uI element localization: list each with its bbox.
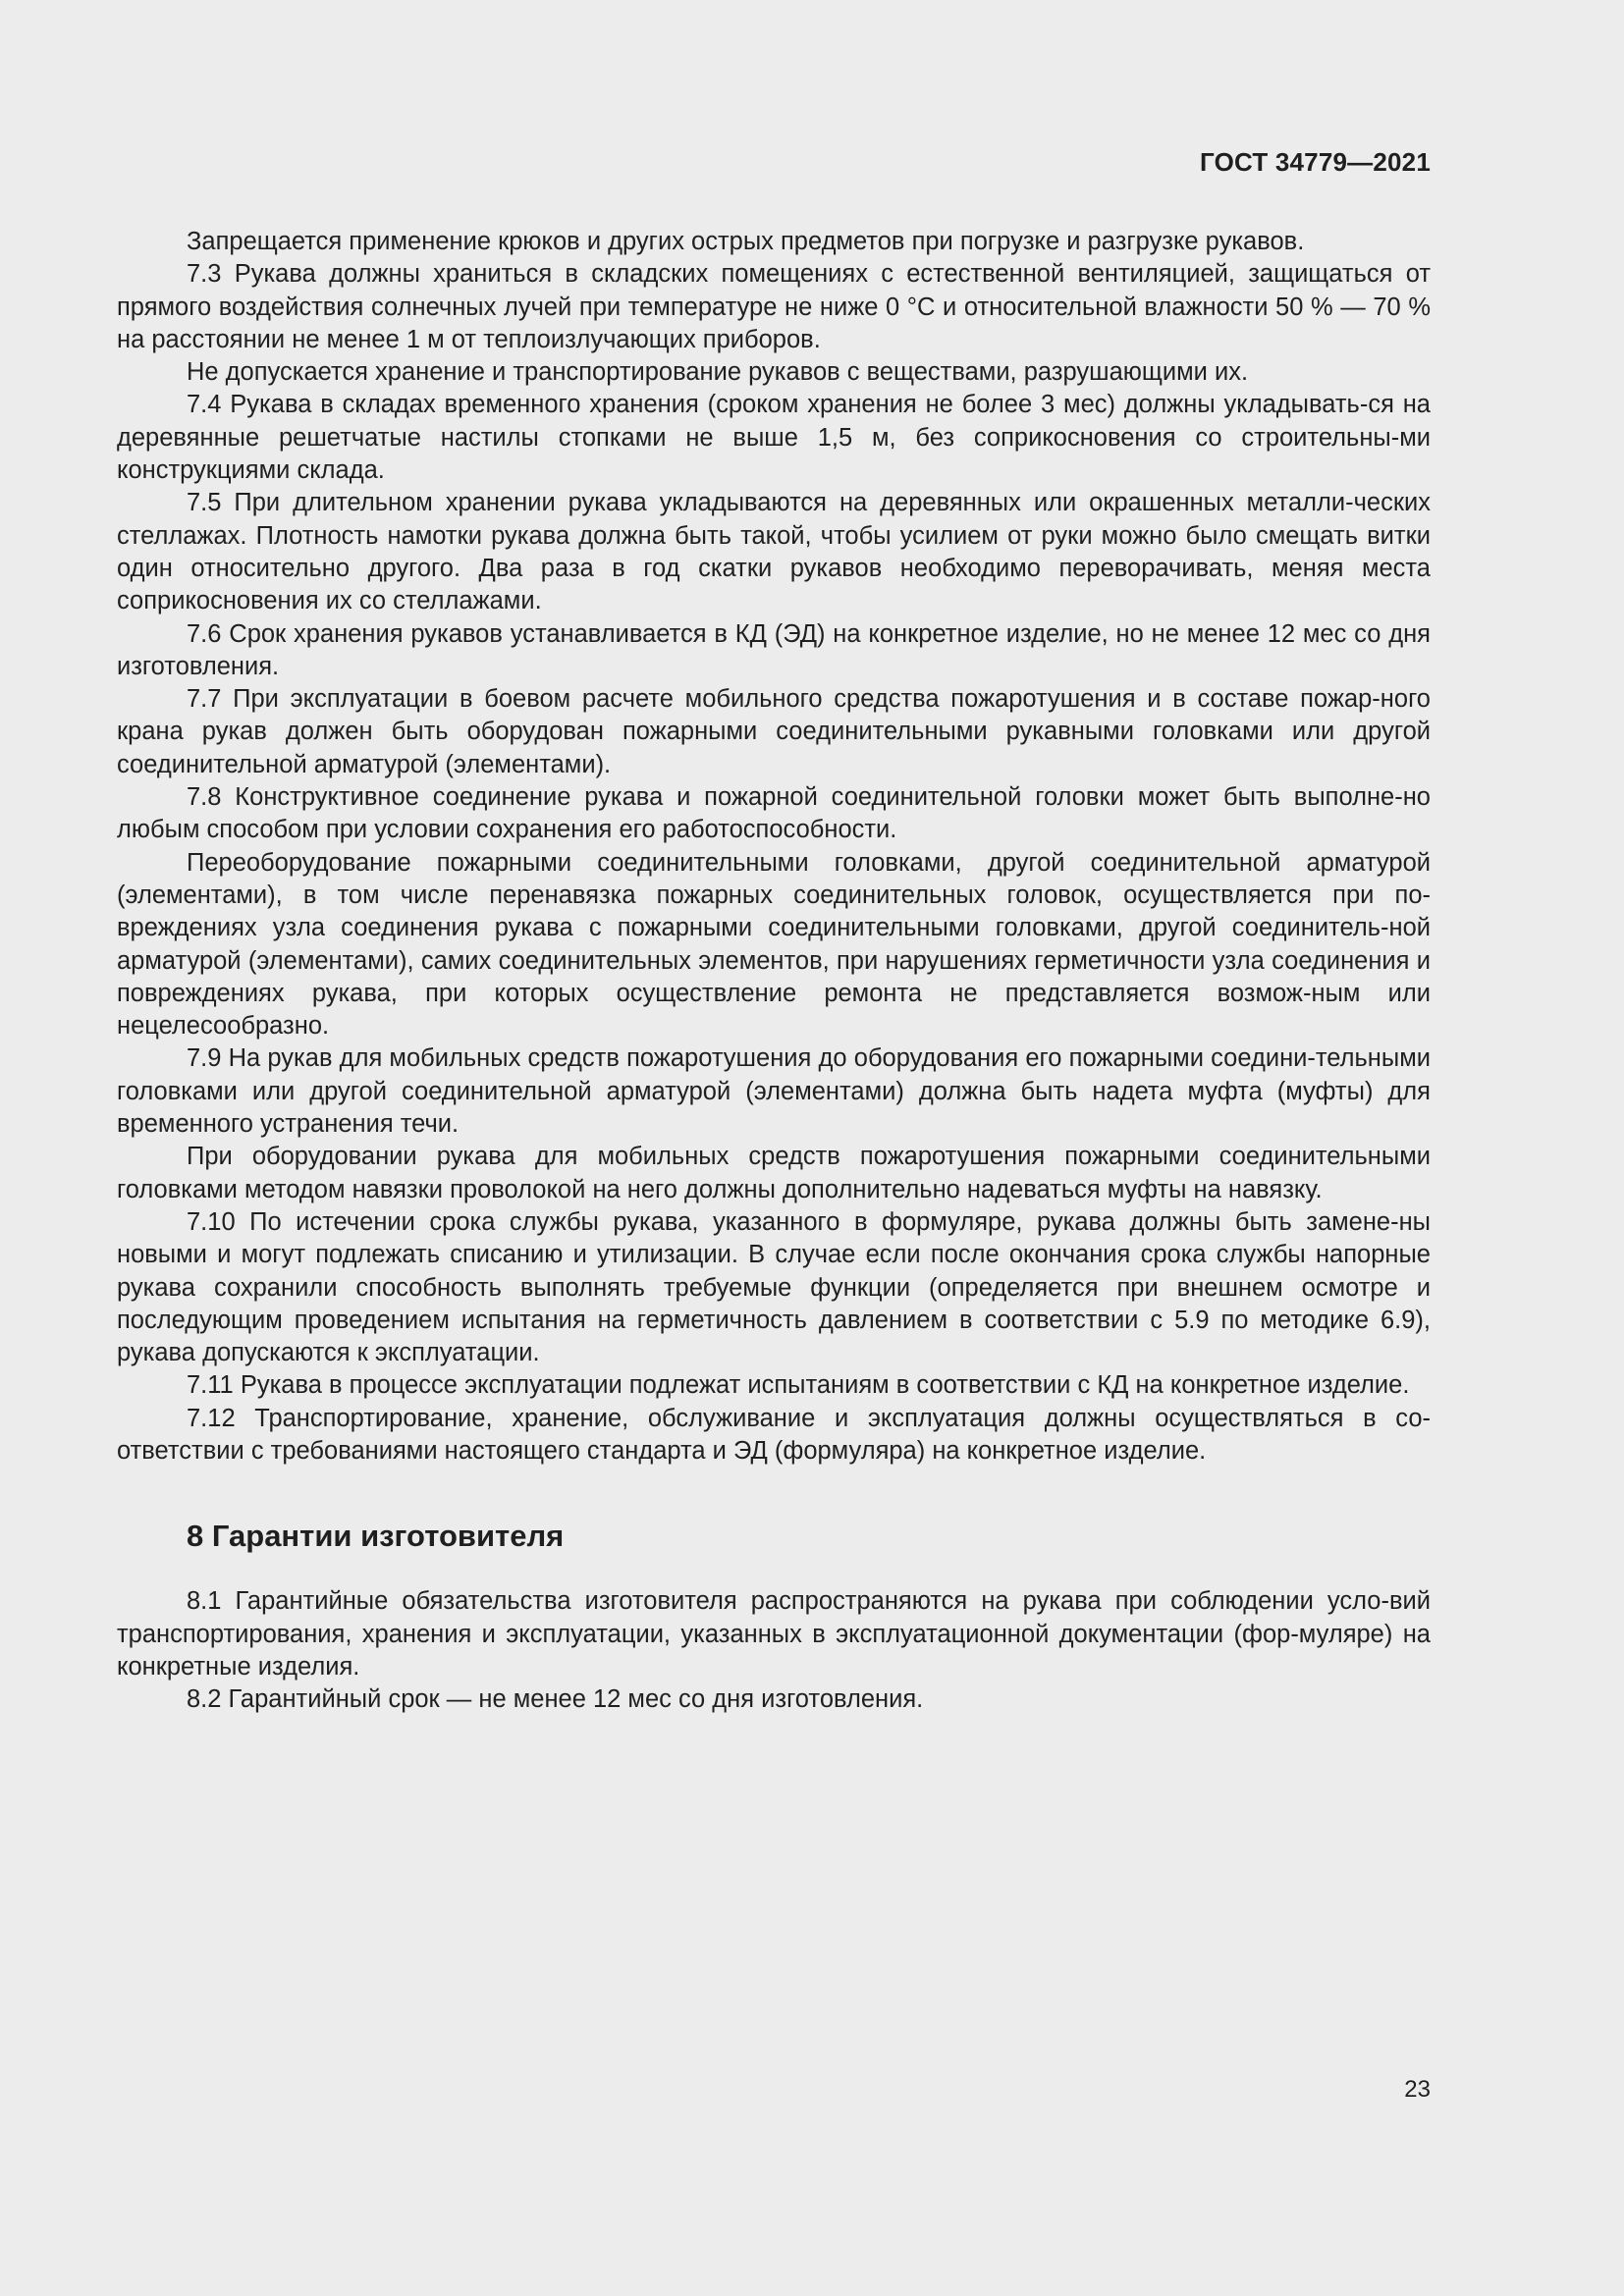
document-code: ГОСТ 34779—2021 <box>1200 147 1431 177</box>
paragraph-7-8: 7.8 Конструктивное соединение рукава и пожарной соединительной головки может быть выполне-но любым способом при условии сохранения его работоспособности. <box>117 783 1431 844</box>
document-body <box>117 226 1431 1716</box>
paragraph-7-8-reequipment: Переоборудование пожарными соединительными головками, другой соединительной арматурой (элементами), в том числе перенавязка пожарных соединительных головок, осуществляется при по-вреждениях узла соединения рукава с пожарными соединительными головками, другой соединитель-ной арматурой (элементами), самих соединительных элементов, при нарушениях герметичности узла соединения и повреждениях рукава, при которых осуществление ремонта не представляется возмож-ным или нецелесообразно. <box>117 848 1431 1041</box>
paragraph-7-7: 7.7 При эксплуатации в боевом расчете мобильного средства пожаротушения и в составе пожар-ного крана рукав должен быть оборудован пожарными соединительными рукавными головками или другой соединительной арматурой (элементами). <box>117 685 1431 778</box>
paragraph-7-3-storage-restriction: Не допускается хранение и транспортирование рукавов с веществами, разрушающими их. <box>187 358 1249 387</box>
section-heading: 8 Гарантии изготовителя <box>187 1519 565 1554</box>
paragraph-7-11: 7.11 Рукава в процессе эксплуатации подлежат испытаниям в соответствии с КД на конкретное изделие. <box>187 1371 1410 1400</box>
paragraph-7-6: 7.6 Срок хранения рукавов устанавливается в КД (ЭД) на конкретное изделие, но не менее 12 мес со дня изготовления. <box>117 619 1431 680</box>
paragraph-7-4: 7.4 Рукава в складах временного хранения (сроком хранения не более 3 мес) должны укладывать-ся на деревянные решетчатые настилы стопками не выше 1,5 м, без соприкосновения со строительны-ми конструкциями склада. <box>117 391 1431 485</box>
paragraph-hook-prohibition: Запрещается применение крюков и других острых предметов при погрузке и разгрузке рукавов. <box>187 228 1305 255</box>
paragraph-8-2: 8.2 Гарантийный срок — не менее 12 мес со дня изготовления. <box>187 1685 924 1714</box>
paragraph-7-12: 7.12 Транспортирование, хранение, обслуживание и эксплуатация должны осуществляться в со-ответствии с требованиями настоящего стандарта и ЭД (формуляра) на конкретное изделие. <box>117 1404 1431 1465</box>
paragraph-7-9-wire-binding: При оборудовании рукава для мобильных средств пожаротушения пожарными соединительными головками методом навязки проволокой на него должны дополнительно надеваться муфты на навязку. <box>117 1143 1431 1203</box>
paragraph-7-10: 7.10 По истечении срока службы рукава, указанного в формуляре, рукава должны быть замене-ны новыми и могут подлежать списанию и утилизации. В случае если после окончания срока службы напорные рукава сохранили способность выполнять требуемые функции (определяется при внешнем осмотре и последующим проведением испытания на герметичность давлением в соответствии с 5.9 по методике 6.9), рукава допускаются к эксплуатации. <box>117 1207 1431 1367</box>
paragraph-7-3: 7.3 Рукава должны храниться в складских помещениях с естественной вентиляцией, защищаться от прямого воздействия солнечных лучей при температуре не ниже 0 °С и относительной влажности 50 % — 70 % на расстоянии не менее 1 м от теплоизлучающих приборов. <box>117 260 1431 353</box>
paragraph-8-1: 8.1 Гарантийные обязательства изготовителя распространяются на рукава при соблюдении усло-вий транспортирования, хранения и эксплуатации, указанных в эксплуатационной документации (фор-муляре) на конкретные изделия. <box>117 1587 1431 1681</box>
paragraph-7-9: 7.9 На рукав для мобильных средств пожаротушения до оборудования его пожарными соедини-тельными головками или другой соединительной арматурой (элементами) должна быть надета муфта (муфты) для временного устранения течи. <box>117 1044 1431 1139</box>
page-number: 23 <box>1404 2076 1431 2103</box>
paragraph-7-5: 7.5 При длительном хранении рукава укладываются на деревянных или окрашенных металли-ческих стеллажах. Плотность намотки рукава должна быть такой, чтобы усилием от руки можно было смещать витки один относительно другого. Два раза в год скатки рукавов необходимо переворачивать, меняя места соприкосновения их со стеллажами. <box>117 489 1431 615</box>
